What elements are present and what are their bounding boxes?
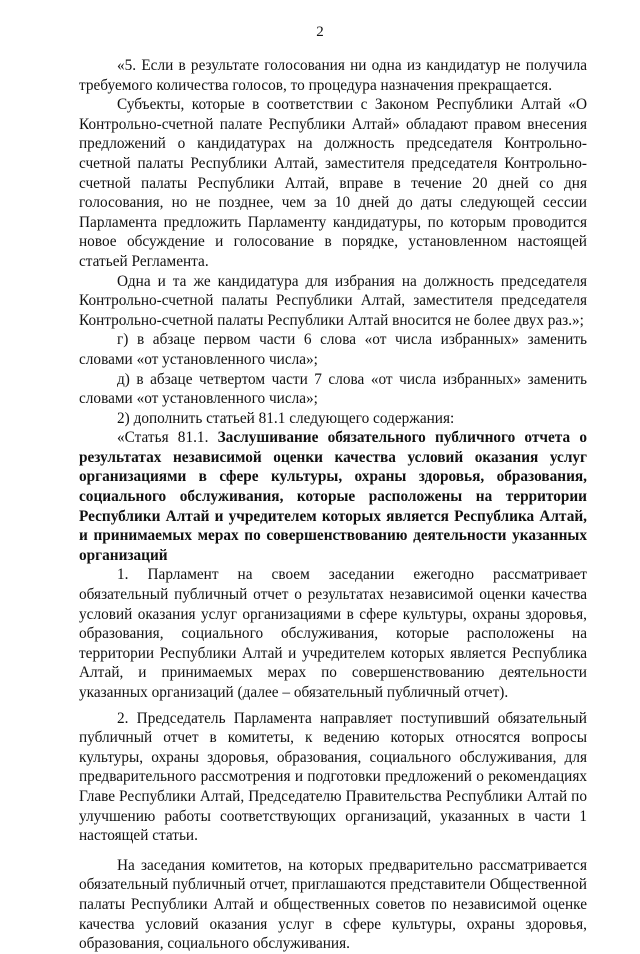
paragraph-procedure-terminated: «5. Если в результате голосования ни одна из кандидатур не получила требуемого количества голосов, то процедура назначения прекращается. — [79, 57, 587, 94]
article-title: Заслушивание обязательного публичного отчета о результатах независимой оценки качества условий оказания услуг организациями в сфере культуры, охраны здоровья, образования, социального обслуживания, которые расположены на территории Республики Алтай и учредителем которых является Республика Алтай, и принимаемых мерах по совершенствованию деятельности указанных организаций — [79, 429, 587, 564]
article-paragraph-2: 2. Председатель Парламента направляет поступивший обязательный публичный отчет в комитеты, к ведению которых относятся вопросы культуры, охраны здоровья, образования, социального обслуживания, для предварительного рассмотрения и подготовки предложений о рекомендациях Главе Республики Алтай, Председателю Правительства Республики Алтай по улучшению работы соответствующих организаций, указанных в части 1 настоящей статьи. — [79, 709, 587, 845]
paragraph-add-article: 2) дополнить статьей 81.1 следующего содержания: — [117, 409, 455, 427]
page-number: 2 — [316, 24, 324, 40]
paragraph-subjects-proposals: Субъекты, которые в соответствии с Законом Республики Алтай «О Контрольно-счетной палате Республики Алтай» обладают правом внесения предложений о кандидатурах на должность председателя Контрольно-счетной палаты Республики Алтай, заместителя председателя Контрольно-счетной палаты Республики Алтай, вправе в течение 20 дней со дня голосования, но не позднее, чем за 10 дней до даты следующей сессии Парламента предложить Парламенту кандидатуры, по которым проводится новое обсуждение и голосование в порядке, установленном настоящей статьей Регламента. — [79, 96, 587, 270]
article-heading — [79, 428, 587, 565]
article-paragraph-3: На заседания комитетов, на которых предварительно рассматривается обязательный публичный отчет, приглашаются представители Общественной палаты Республики Алтай и общественных советов по независимой оценке качества условий оказания услуг в сфере культуры, охраны здоровья, образования, социального обслуживания. — [79, 856, 587, 953]
paragraph-amendment-g: г) в абзаце первом части 6 слова «от числа избранных» заменить словами «от установленного числа»; — [79, 331, 587, 368]
article-prefix: «Статья 81.1. — [117, 429, 218, 447]
article-paragraph-1: 1. Парламент на своем заседании ежегодно рассматривает обязательный публичный отчет о результатах независимой оценки качества условий оказания услуг организациями в сфере культуры, охраны здоровья, образования, социального обслуживания, которые расположены на территории Республики Алтай и учредителем которых является Республика Алтай, и принимаемых мерах по совершенствованию деятельности указанных организаций (далее – обязательный публичный отчет). — [79, 566, 587, 701]
paragraph-amendment-d: д) в абзаце четвертом части 7 слова «от числа избранных» заменить словами «от установленного числа»; — [79, 370, 587, 408]
document-body — [79, 56, 587, 954]
paragraph-candidate-limit: Одна и та же кандидатура для избрания на должность председателя Контрольно-счетной палаты Республики Алтай, заместителя председателя Контрольно-счетной палаты Республики Алтай вносится не более двух раз.»; — [79, 272, 587, 329]
